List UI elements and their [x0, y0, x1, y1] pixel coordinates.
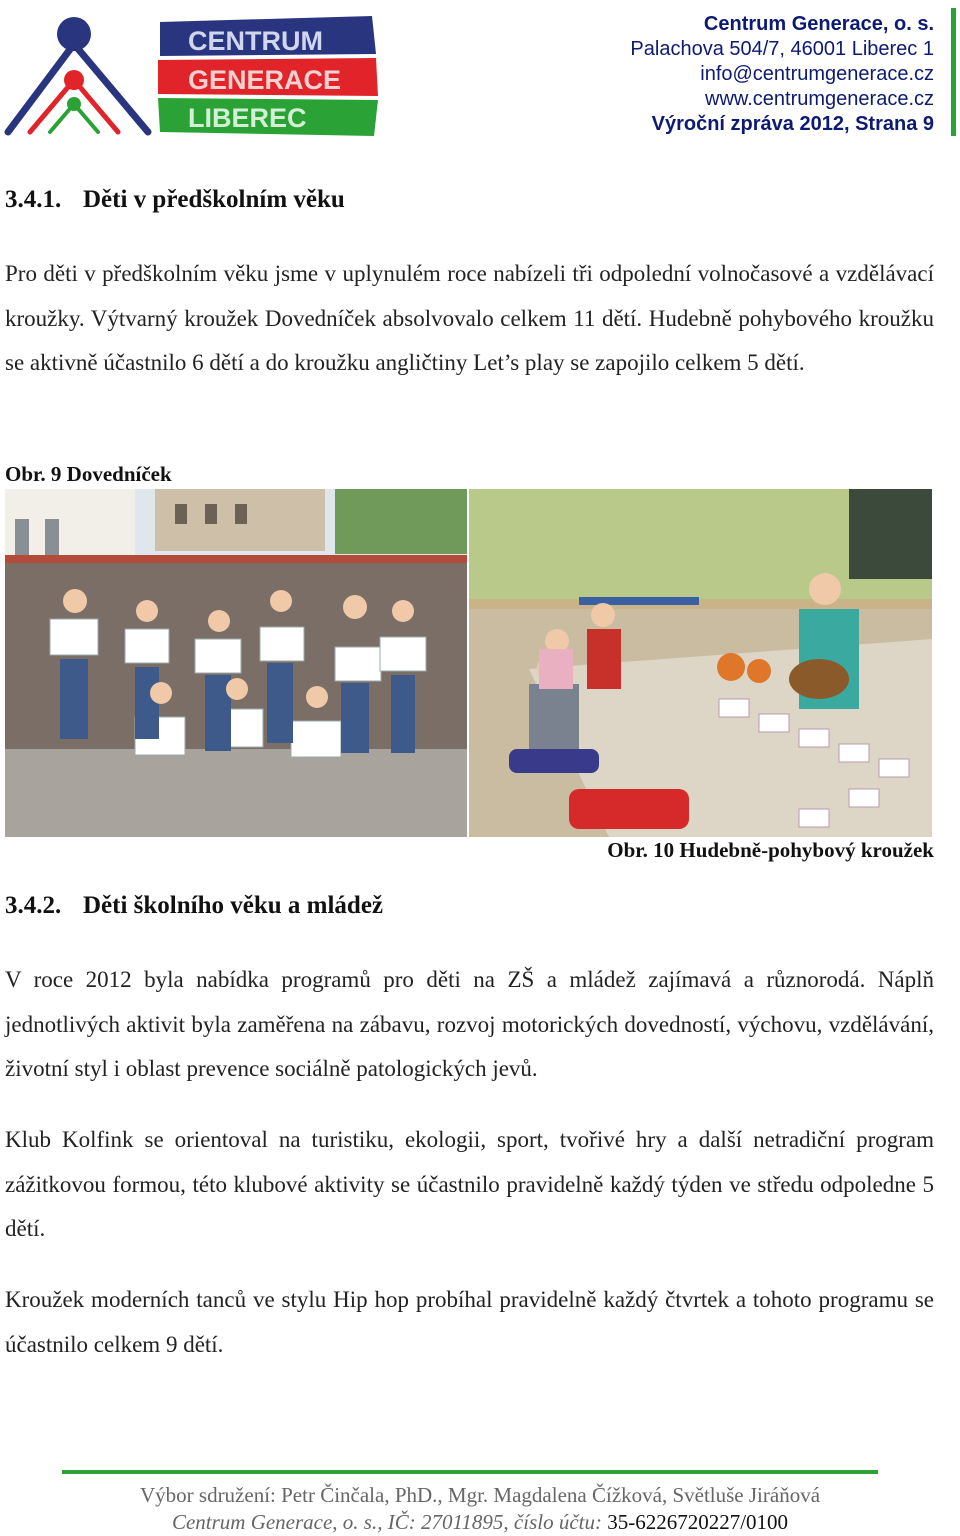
footer-board-members: Výbor sdružení: Petr Činčala, PhD., Mgr. Magdalena Čížková, Světluše Jiráňová: [139, 1483, 821, 1507]
section2-paragraph-2: Klub Kolfink se orientoval na turistiku, ekologii, sport, tvořivé hry a další netradiční program zážitkovou formou, této klubové aktivity se účastnilo pravidelně každý týden ve středu odpoledne 5 dětí.: [5, 1127, 934, 1241]
org-website[interactable]: www.centrumgenerace.cz: [705, 88, 934, 110]
logo-line-2: GENERACE: [188, 65, 342, 95]
photo-dovednicek: [5, 489, 467, 837]
centrum-generace-logo: [0, 8, 390, 140]
section-title: Děti v předškolním věku: [83, 186, 345, 213]
section-heading-3-4-2: [5, 892, 383, 920]
org-email[interactable]: info@centrumgenerace.cz: [700, 63, 934, 85]
section2-paragraph-3: Kroužek moderních tanců ve stylu Hip hop probíhal pravidelně každý čtvrtek a tohoto programu se účastnilo celkem 9 dětí.: [5, 1287, 934, 1357]
footer-account-number: 35-6226720227/0100: [607, 1510, 789, 1534]
logo-banners: [158, 16, 378, 136]
org-name: Centrum Generace, o. s.: [703, 13, 934, 35]
org-address: Palachova 504/7, 46001 Liberec 1: [630, 38, 934, 60]
figure-caption-10: Obr. 10 Hudebně-pohybový kroužek: [607, 838, 934, 862]
photo-hudebne-pohybovy: [469, 489, 932, 837]
footer-org-ic: Centrum Generace, o. s., IČ: 27011895, číslo účtu:: [171, 1510, 602, 1534]
footer-divider: [62, 1470, 878, 1474]
report-page-label: Výroční zpráva 2012, Strana 9: [651, 113, 934, 135]
figure-caption-9: Obr. 9 Dovedníček: [5, 462, 172, 486]
logo-figure: [8, 17, 148, 132]
section-number: 3.4.1.: [5, 186, 62, 213]
section-number: 3.4.2.: [5, 892, 62, 919]
header-contact-block: [630, 12, 934, 137]
header-accent-bar: [951, 8, 956, 136]
logo-line-1: CENTRUM: [188, 26, 323, 56]
page-footer: [0, 1482, 960, 1536]
section1-paragraph: Pro děti v předškolním věku jsme v uplynulém roce nabízeli tři odpolední volnočasové a vzdělávací kroužky. Výtvarný kroužek Dovedníček absolvovalo celkem 11 dětí. Hudebně pohybového kroužku se aktivně účastnilo 6 dětí a do kroužku angličtiny Let’s play se zapojilo celkem 5 dětí.: [5, 261, 934, 375]
footer-org-details: [0, 1509, 960, 1536]
section-title: Děti školního věku a mládež: [83, 892, 384, 919]
logo-line-3: LIBEREC: [188, 103, 307, 133]
section2-paragraph-1: V roce 2012 byla nabídka programů pro děti na ZŠ a mládež zajímavá a různorodá. Náplň jednotlivých aktivit byla zaměřena na zábavu, rozvoj motorických dovedností, výchovu, vzdělávání, životní styl i oblast prevence sociálně patologických jevů.: [5, 967, 934, 1081]
section-heading-3-4-1: [5, 186, 345, 214]
